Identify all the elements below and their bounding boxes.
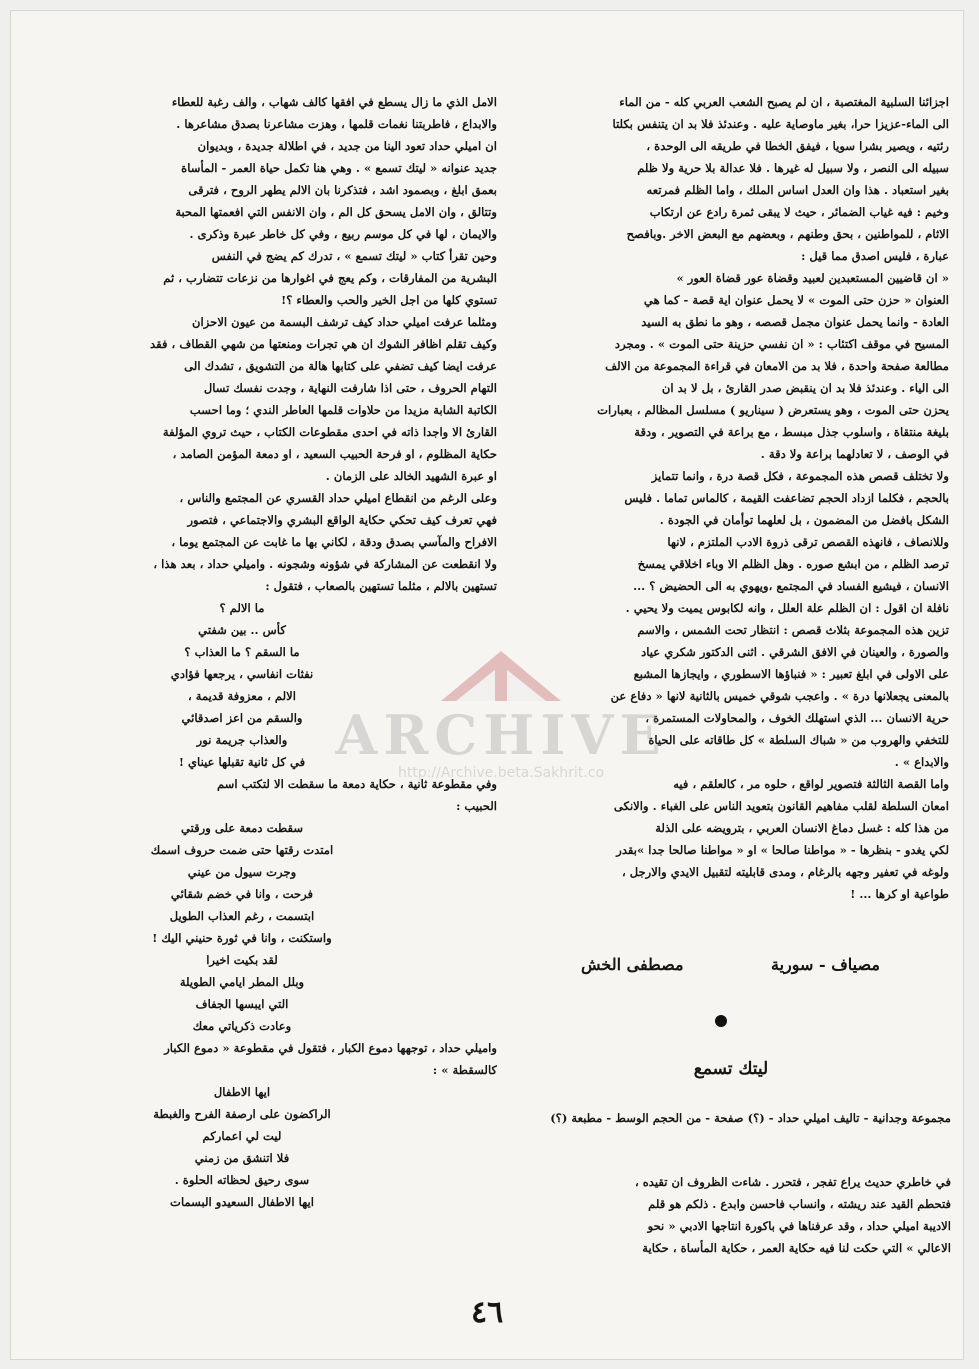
review-body-line: الاعالي » التي حكت لنا فيه حكاية العمر ، حكاية المأساة ، حكاية — [642, 1241, 951, 1255]
magazine-page — [10, 10, 964, 1360]
right-column-line: ترصد الظلم ، من ابشع صوره . وهل الظلم الا وباء اخلاقي يمسخ — [637, 557, 949, 571]
right-column-line: وللانصاف ، فانهذه القصص ترقى ذروة الادب الملتزم ، لانها — [667, 535, 949, 549]
review-body-line: في خاطري حديث يراع تفجر ، فتحرر . شاءت الظروف ان تقيده ، — [634, 1175, 951, 1189]
right-column — [509, 91, 949, 905]
review-meta: مجموعة وجدانية - تاليف اميلي حداد - (؟) صفحة - من الحجم الوسط - مطبعة (؟) — [550, 1111, 951, 1125]
signature-author: مصطفى الخش — [581, 955, 684, 974]
poem1-line: الالم ، معزوفة قديمة ، — [187, 689, 297, 703]
left-column-line: الافراح والمآسي بصدق ودقة ، لكاني بها ما غابت عن المجتمع يوما ، — [171, 535, 497, 549]
right-column-line: المسيح في موقف اكتئاب : « ان نفسي حزينة حتى الموت » . ومجرد — [614, 337, 949, 351]
right-column-line: العنوان « حزن حتى الموت » لا يحمل عنوان اية قصة - كما هي — [643, 293, 949, 307]
poem3-line: فلا اتنشق من زمني — [194, 1151, 290, 1165]
right-column-line: عبارة ، فليس اصدق مما قيل : — [801, 249, 949, 263]
right-column-line: طواعية او كرها ... ! — [850, 887, 949, 901]
right-column-line: الشكل بافضل من المضمون ، بل لعلهما توأمان في الجودة . — [659, 513, 949, 527]
right-column-line: بليغة منتقاة ، واسلوب جذل مبسط ، مع براعة في التصوير ، ودقة — [634, 425, 949, 439]
review-body-line: الاديبة اميلي حداد ، وقد عرفناها في باكورة انتاجها الادبي « نحو — [647, 1219, 951, 1233]
left-column-line: وعلى الرغم من انقطاع اميلي حداد القسري عن المجتمع والناس ، — [179, 491, 497, 505]
right-column-line: الاثام ، للمواطنين ، بحق وطنهم ، وبعضهم مع البعض الاخر .وبافصح — [626, 227, 949, 241]
poem3-line: الراكضون على ارصفة الفرح والغبطة — [153, 1107, 331, 1121]
poem2-line: لقد بكيت اخيرا — [206, 953, 278, 967]
poem2-line: ابتسمت ، رغم العذاب الطويل — [169, 909, 315, 923]
right-column-line: وخيم : فيه غياب الضمائر ، حيث لا يبقى ثمرة رادع عن ارتكاب — [649, 205, 949, 219]
left-bottom-line: واميلي حداد ، توجهها دموع الكبار ، فتقول في مقطوعة « دموع الكبار — [164, 1041, 497, 1055]
review-body — [511, 1171, 951, 1259]
left-column-line: والايمان ، لها في كل موسم ربيع ، وفي كل خاطر عبرة وذكرى . — [189, 227, 497, 241]
right-column-line: اجزائنا السلبية المغتصبة ، ان لم يصبح الشعب العربي كله - من الماء — [619, 95, 949, 109]
poem3-line: ايها الاطفال — [213, 1085, 271, 1099]
left-column-line: وكيف تقلم اظافر الشوك ان هي تجرات ومنعتها من شهي القطاف ، فقد — [150, 337, 497, 351]
poem1-line: والعذاب جريمة نور — [196, 733, 288, 747]
poem2-line: واستكنت ، وانا في ثورة حنيني اليك ! — [152, 931, 332, 945]
right-column-line: الى الماء-عزيزا حرا، بغير ماوصاية عليه . وعندئذ فلا بد ان يتنفس بكلتا — [612, 117, 949, 131]
watermark-url: http://Archive.beta.Sakhrit.co — [397, 765, 605, 781]
poem3-line: ايها الاطفال السعيدو البسمات — [170, 1195, 314, 1209]
page-number: ٤٦ — [471, 1295, 504, 1330]
left-column-line: ان اميلي حداد تعود الينا من جديد ، في اطلالة جديدة ، وبديوان — [197, 139, 497, 153]
poem2-line: وعادت ذكرياتي معك — [192, 1019, 292, 1033]
left-column-line: وتتالق ، وان الامل يسحق كل الم ، وان الانفس التي افعمتها المحبة — [175, 205, 497, 219]
poem1-line: نفثات انفاسي ، يرجعها فؤادي — [170, 667, 314, 681]
poem2-line: التي ايبسها الجفاف — [195, 997, 289, 1011]
left-column-line: القارئ الا واجدا ذاته في احدى مقطوعات الكتاب ، حيث تروي المؤلفة — [162, 425, 497, 439]
right-column-line: والابداع » . — [894, 755, 949, 769]
right-column-line: للتخفي والهروب من « شباك السلطة » كل طاقاته على الحياة — [648, 733, 949, 747]
right-column-line: تزين هذه المجموعة بثلاث قصص : انتظار تحت الشمس ، والاسم — [637, 623, 949, 637]
watermark-text: ARCHIVE — [335, 703, 667, 767]
left-column-line: والابداع ، فاطربتنا نغمات قلمها ، وهزت مشاعرنا بصدق مشاعرها . — [176, 117, 497, 131]
poem1-line: ما الالم ؟ — [219, 601, 265, 615]
poem2-line: وبلل المطر ايامي الطويلة — [179, 975, 305, 989]
left-column-line: بعمق ابلغ ، وبصمود اشد ، فتذكرنا بان الالم يطهر الروح ، فترقى — [188, 183, 497, 197]
right-column-line: من هذا كله : غسل دماغ الانسان العربي ، بترويضه على الذلة — [655, 821, 949, 835]
right-column-line: في الوصف ، لا تعادلهما براعة ولا دقة . — [760, 447, 949, 461]
right-column-line: على الاولى في ابلغ تعبير : « فنباؤها الاسطوري ، وايجازها المشبع — [633, 667, 949, 681]
poem2-line: فرحت ، وانا في خضم شقائي — [170, 887, 314, 901]
right-column-line: العادة - وانما يحمل عنوان مجمل قصصه ، وهو ما نطق به السيد — [641, 315, 949, 329]
left-column-line: تستوي كلها من اجل الخير والحب والعطاء ؟! — [281, 293, 497, 307]
poem1-line: والسقم من اعز اصدقائي — [181, 711, 303, 725]
right-column-line: واما القصة الثالثة فتصوير لواقع ، حلوه مر ، كالعلقم ، فيه — [673, 777, 949, 791]
poem3-line: ليت لي اعماركم — [202, 1129, 282, 1143]
left-bottom-line: كالسقطة » : — [432, 1063, 497, 1077]
poem1-line: ما السقم ؟ ما العذاب ؟ — [184, 645, 300, 659]
left-column-line: حكاية المظلوم ، او فرحة الحبيب السعيد ، او دمعة المؤمن الصامد ، — [172, 447, 497, 461]
left-column-line: ومثلما عرفت اميلي حداد كيف ترشف البسمة من عيون الاحزان — [192, 315, 497, 329]
right-column-line: بالحجم ، فكلما ازداد الحجم تضاعفت القيمة ، كالماس تماما . فليس — [624, 491, 949, 505]
right-column-line: والصورة ، والعينان في الافق الشرقي . اثنى الدكتور شكري عياد — [641, 645, 949, 659]
section-separator-dot — [715, 1015, 727, 1027]
right-column-line: نافلة ان اقول : ان الظلم علة العلل ، وانه لكابوس يميت ولا يحيي . — [625, 601, 949, 615]
left-middle-line: وفي مقطوعة ثانية ، حكاية دمعة ما سقطت الا لتكتب اسم — [216, 777, 497, 791]
left-column-line: ولا انقطعت عن المشاركة في شؤونه وشجونه . واميلي حداد ، بعد هذا ، — [153, 557, 497, 571]
poem1-line: في كل ثانية تقبلها عيناي ! — [178, 755, 306, 769]
signature-location: مصياف - سورية — [771, 955, 880, 974]
right-column-line: ولا تختلف قصص هذه المجموعة ، فكل قصة درة ، وانما تتمايز — [651, 469, 949, 483]
right-column-line: حرية الانسان ... الذي استهلك الخوف ، والمحاولات المستمرة ، — [645, 711, 949, 725]
left-column-line: جديد عنوانه « ليتك تسمع » . وهي هنا تكمل حياة العمر - المأساة — [181, 161, 497, 175]
right-column-line: لكي يغدو - بنظرها - « مواطنا صالحا » او « مواطنا صالحا جدا »بقدر — [616, 843, 949, 857]
left-column-line: وحين تقرأ كتاب « ليتك تسمع » ، تدرك كم يضج في النفس — [211, 249, 497, 263]
right-column-line: بغير استعباد . هذا وان العدل اساس الملك ، واما الظلم فمرتعه — [646, 183, 949, 197]
poem2-line: سقطت دمعة على ورقتي — [180, 821, 304, 835]
poem1-line: كأس .. بين شفتي — [198, 623, 286, 637]
left-middle-line: الحبيب : — [456, 799, 497, 813]
left-column — [77, 91, 497, 1213]
poem3-line: سوى رحيق لحظاته الحلوة . — [174, 1173, 310, 1187]
poem2-line: وجرت سيول من عيني — [187, 865, 297, 879]
right-column-line: ولوغه في تعفير وجهه بالرغام ، ومدى قابليته لتقبيل الايدي والارجل ، — [621, 865, 949, 879]
review-body-line: فتحطم القيد عند ريشته ، وانساب فاحسن وابدع . ذلكم هو قلم — [648, 1197, 951, 1211]
left-column-line: عرفت ايضا كيف تضفي على كتابها هالة من التشويق ، تشدك الى — [184, 359, 497, 373]
right-column-line: بالمعنى يجعلانها درة » . واعجب شوقي خميس بالثانية لانها « دفاع عن — [610, 689, 949, 703]
left-column-line: الامل الذي ما زال يسطع في افقها كالف شهاب ، والف رغبة للعطاء — [171, 95, 497, 109]
right-column-line: الى الياء . وعندئذ فلا بد ان ينقبض صدر القارئ ، بل لا بد ان — [661, 381, 949, 395]
right-column-line: امعان السلطة لقلب مفاهيم القانون بتعويد الناس على الغباء . والانكى — [613, 799, 949, 813]
review-title: ليتك تسمع — [693, 1059, 769, 1079]
left-column-line: او عبرة الشهيد الخالد على الزمان . — [325, 469, 497, 483]
right-column-line: يحزن حتى الموت ، وهو يستعرض ( سيناريو ) مسلسل المظالم ، بعبارات — [597, 403, 949, 417]
right-column-line: رئتيه ، ويصير بشرا سويا ، فيفق الخطا في طريقه الى الوحدة ، — [646, 139, 949, 153]
left-column-line: الكاتبة الشابة مزيدا من حلاوات قلمها العاطر الندي ؛ وما احسب — [189, 403, 497, 417]
left-column-line: تستهين بالالم ، مثلما تستهين بالصعاب ، فتقول : — [265, 579, 497, 593]
right-column-line: سبيله الى النصر ، ولا سبيل له غيرها . فلا عدالة بلا حرية ولا ظلم — [637, 161, 949, 175]
poem2-line: امتدت رقتها حتى ضمت حروف اسمك — [150, 843, 334, 857]
left-column-line: البشرية من المفارقات ، وكم يعج في اغوارها من نزعات تتضارب ، ثم — [163, 271, 497, 285]
left-column-line: فهي تعرف كيف تحكي حكاية الواقع البشري والاجتماعي ، فتصور — [187, 513, 497, 527]
left-column-line: التهام الحروف ، حتى اذا شارفت النهاية ، وجدت نفسك تسال — [203, 381, 497, 395]
right-column-line: « ان قاضيين المستعبدين لعبيد وقضاة عور قضاة العور » — [676, 271, 949, 285]
right-column-line: مطالعة صفحة واحدة ، فلا بد من الامعان في قراءة المجموعة من الالف — [605, 359, 949, 373]
right-column-line: الانسان ، فيشيع الفساد في المجتمع ،ويهوي به الى الحضيض ؟ ... — [633, 579, 949, 593]
